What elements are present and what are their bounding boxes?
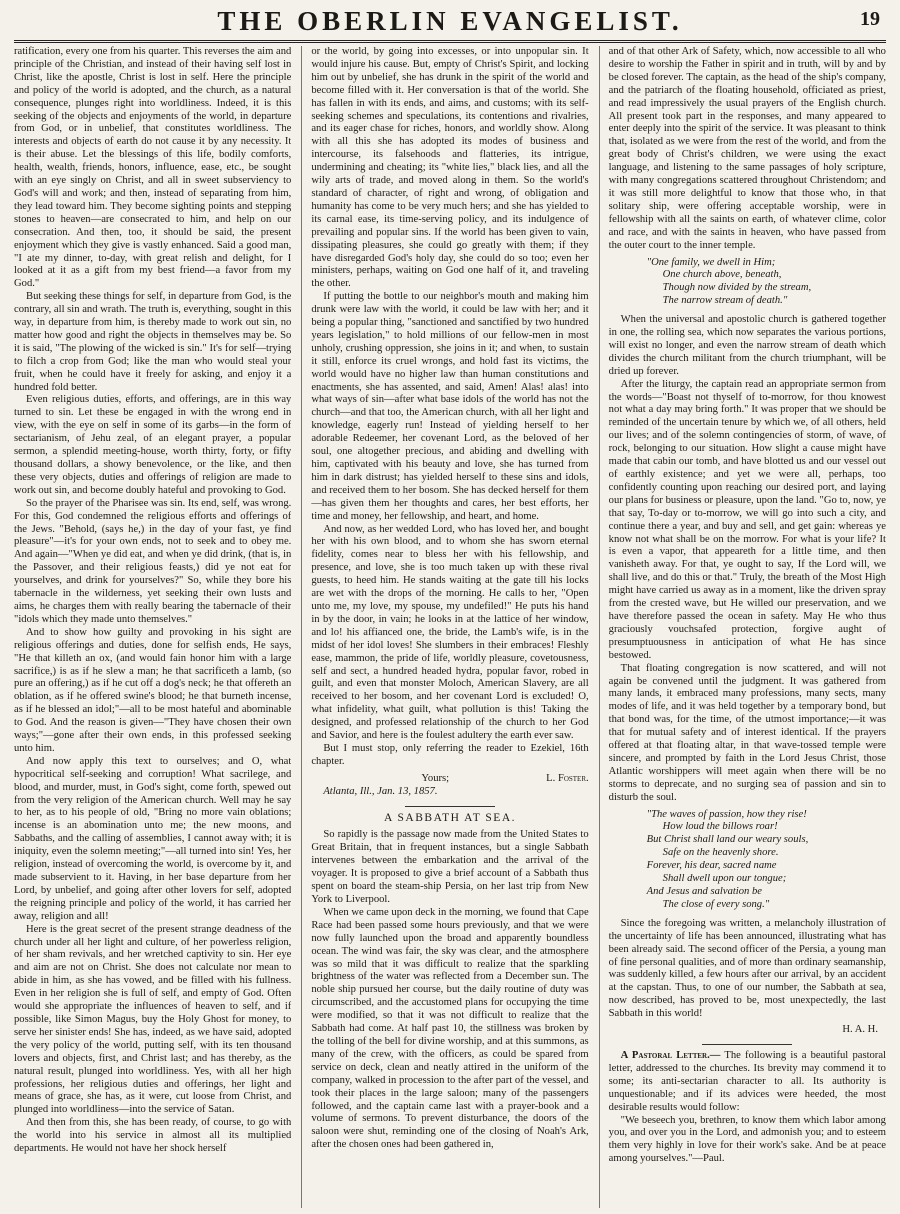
- masthead-title: THE OBERLIN EVANGELIST.: [217, 6, 683, 36]
- pastoral-letter-label: A Pastoral Letter.—: [620, 1049, 721, 1061]
- page-number: 19: [860, 8, 880, 30]
- hymn-line: One church above, beneath,: [662, 269, 782, 281]
- section-divider: [405, 806, 495, 807]
- article-headline: A SABBATH AT SEA.: [383, 811, 516, 824]
- hymn-line: Forever, his dear, sacred name: [646, 860, 777, 872]
- dateline: Atlanta, Ill., Jan. 13, 1857.: [323, 785, 438, 797]
- pastoral-letter-intro: [609, 1050, 886, 1115]
- article-paragraph: When the universal and apostolic church is gathered together in one, the rolling sea, which now separates the various portions, will exist no longer, and even the narrow stream of death which divides the church militant from the church triumphant, will be dried up forever.: [608, 314, 886, 377]
- letter-author: L. Foster.: [546, 772, 589, 784]
- hymn-line: Though now divided by the stream,: [662, 282, 812, 294]
- article-paragraph: And to show how guilty and provoking in his sight are religious offerings and duties, done for selfish ends, He says, "He that killeth an ox, (and would fain honor him with a large sacrifice,) is as if he slew a man; he that sacrificeth a lamb, (so pure an offering,) as if he cut off a dog's neck; he that offereth an oblation, as if he offered swine's blood; he that burneth incense, as if he blessed an idol;"—all to be most hateful and abominable to God. And the reason is given—"They have chosen their own ways;"—gone after their own ends, in this professed seeking unto him.: [14, 626, 292, 754]
- letter-signoff: [311, 773, 588, 786]
- hymn-line: The narrow stream of death.": [662, 295, 788, 307]
- article-paragraph: That floating congregation is now scattered, and will not again be convened until the judgment. It was gathered from many lands, it embraced many professions, many sects, many modes of life, and it was held together by a temporary bond, but that bond was, for the time, of the utmost importance;—it was that for mutual safety and of interest identical. If the prayers offered at that floating altar, in that wave-tossed temple were sincere, and prompted by faith in the Lord Jesus Christ, those Atlantic worshippers will meet again when there will be no storms to deprecate, and no surging sea of passion and sin to disturb the soul.: [608, 662, 886, 803]
- article-paragraph: ratification, every one from his quarter. This reverses the aim and principle of the Christian, and instead of their having self lost in Christ, like the apostle, Christ is lost in self. Here the principle and policy of the world is adopted, and the church, as a natural consequence, plunges right into worldliness. Indeed, it is this seeking of the objects and enjoyments of the world, in departure from God, or in unbelief, that constitutes worldliness. The interests and objects of earth do not cause it by any necessity. It is their abuse. Let the blessings of this life, bodily comforts, health, wealth, friends, honors, influence, ease, etc., be sought with an eye singly on Christ, and all in sweet subserviency to God's will and work; and then, instead of separating from him, they lead toward him. They become sighting points and stepping stones to heaven—are consecrated to him, and help on our consecration. And then, too, it should be said, the present enjoyment which they give is vastly enhanced. Said a good man, "I ate my dinner, to-day, with great relish and delight, for I looked at it as a gift from my best friend—a favor from my God.": [14, 46, 292, 290]
- article-paragraph: When we came upon deck in the morning, we found that Cape Race had been passed some hours previously, and that we were now fully launched upon the broad and apparently boundless ocean. The wind was fair, the sky was clear, and the atmosphere was so mild that it was difficult to realize that the sparkling brightness of the water was reflected from a December sun. The noble ship pursued her course, but the daily routine of duty was circumscribed, and the accustomed plans for occupying the time were modified, so that it was not difficult to realize that the Sabbath had come. At half past 10, the stillness was broken by the tolling of the bell for divine worship, and at this summons, as many of the crew, with the officers, as could be spared from service on deck, clean and neatly attired in the uniform of the company, walked in procession to the after part of the vessel, and took their places in the large saloon; many of the passengers followed, and the captain came last with a prayer-book and a volume of sermons. To prevent disturbance, the doors of the saloon were shut, reminding one of the closing of Noah's Ark, after the chosen ones had been gathered in,: [311, 906, 589, 1151]
- column-1: [14, 46, 291, 1208]
- article-columns: [14, 46, 886, 1208]
- article-paragraph: But I must stop, only referring the reader to Ezekiel, 16th chapter.: [311, 742, 589, 767]
- hymn-line: And Jesus and salvation be: [646, 886, 762, 897]
- article-paragraph: So rapidly is the passage now made from the United States to Great Britain, that in frequent instances, but a single Sabbath intervenes between the embarkation and the arrival of the voyager. It is proposed to give a brief account of a Sabbath thus spent on board the steam-ship Persia, on her last trip from New York to Liverpool.: [311, 829, 589, 905]
- article-paragraph: Here is the great secret of the present strange deadness of the church under all her light and culture, of her powerless religion, of her sham revivals, and her wretched captivity to sin. Her eye and aim are not on Christ. She does not calculate nor mean to abide in him, as she has vowed, and be filled with his fullness. Even in her religion she is full of self, and empty of God. Often would she appropriate the influences of heaven to self, and if possible, like Simon Magus, buy the Holy Ghost for money, to serve her sinister ends! She has, indeed, as we have said, adopted the very policy of the world, putting self, with its ten thousand lovers and objects, first, and Christ last; and has thereby, as the natural result, plunged into worldliness. Yes, with all her high professions, her religious duties and offerings, her light and means of grace, she has, as it were, cut loose from Christ, and plunged into worldliness—into the service of Satan.: [14, 923, 292, 1116]
- hymn-line: But Christ shall land our weary souls,: [646, 834, 809, 846]
- article-paragraph: And now apply this text to ourselves; and O, what hypocritical self-seeking and corruption! What sacrilege, and blood, and murder, must, in God's sight, come forth, spewed out from the very religion of the American church. Well may he say to her, as to his people of old, "Bring no more vain oblations; incense is an abomination unto me; the new moons, and Sabbaths, and the calling of assemblies, I cannot away with; it is iniquity, even the solemn meeting;"—all turned into sin! Yes, her religion, instead of overcoming the world, is overcome by it, and made subservient to it. Having, in her base departure from her Lord, by unbelief, and going after other lovers for self, adopted the reigning principle and policy of the world, it has carried her away, religion and all!: [14, 755, 292, 922]
- hymn-line: How loud the billows roar!: [662, 821, 778, 833]
- column-3: [599, 46, 886, 1208]
- hymn-line: "One family, we dwell in Him;: [646, 256, 776, 268]
- hymn-verse: [647, 257, 886, 309]
- article-paragraph: or the world, by going into excesses, or into unpopular sin. It would injure his cause. But, empty of Christ's Spirit, and locking him out by unbelief, she has drunk in the spirit of the world and become filled with it. Her conversation is that of the world. She has fallen in with its ends, and aims, and customs; with its self-seeking schemes and speculations, its contentions and rivalries, and its eager chase for riches, honors, and worldly show. Along with all this she has adopted its modes of business and intercourse, its falsehoods and flatteries, its intrigue, undermining and cheating; its "white lies," black lies, and all the wily arts of trade, and moved along in them. So the world's standard of character, of right and wrong, of obligation and humanity has come to be very much hers; and she has yielded to its carnal ease, its time-serving policy, and its indulgence of prevailing and popular sins. If the world has been given to vain, dissipating pleasures, she could go greatly with them; if they have disregarded God's holy day, she could do so too; even her ministers, perhaps, waiting on God one half of it, and traveling the other.: [311, 46, 589, 290]
- article-paragraph: Even religious duties, efforts, and offerings, are in this way turned to sin. Let these be engaged in with the wrong end in view, with the eye on self in some of its garbs—in the form of sectarianism, of Jehu zeal, of an elegant prayer, a popular sermon, a splendid meeting-house, worth thirty, forty, or fifty thousand dollars, a showy benevolence, or the like, and then these very objects, duties and offerings of religion are made to work out sin, and become doubly hateful and provoking to God.: [14, 394, 292, 496]
- article-paragraph: And now, as her wedded Lord, who has loved her, and bought her with his own blood, and to whom she has sworn eternal fidelity, comes near to bless her with his fellowship, and presence, and love, she is too much taken up with these rival guests, to heed him. He stands waiting at the gate till his locks are wet with the drops of the morning. He calls to her, "Open unto me, my love, my spouse, my undefiled!" He puts his hand in by the door, in vain; he looks in at the lattice of her window, and lo! his affianced one, the bride, the Lamb's wife, is in the midst of her idol loves! She slumbers in their embraces! Fleshly ease, mammon, the pride of life, worldly pleasure, covetousness, self and sect, a hundred headed hydra, popular favor, robed in guilt, and even that monster Moloch, American Slavery, are all received to her bosom, and her covenant Lord is excluded! O, what infidelity, what guilt, what pollution is this! Taking the designed, and professed relationship of the church to her God and Savior, and here is the foulest adultery the earth ever saw.: [311, 523, 589, 742]
- article-paragraph: But seeking these things for self, in departure from God, is the contrary, all sin and wrath. The truth is, everything, sought in this way, in departure from him, is thereby made to work out sin, no matter how good and right the objects in themselves may be. So it is said, "The plowing of the wicked is sin." It's for self—trying to filch a crop from God; like the man who would steal your fruit, when he could have it freely for asking, and enjoy it a hundred fold better.: [14, 291, 292, 393]
- article-paragraph: So the prayer of the Pharisee was sin. Its end, self, was wrong. For this, God condemned the religious efforts and offerings of the Jews. "Behold, (says he,) in the day of your fast, ye find pleasure"—it's for your own ends, not to seek and to obey me. And again—"When ye did eat, and when ye did drink, (that is, in the Passover, and their religious feasts,) did ye not eat for yourselves, and drink for yourselves?" So, while they bore his tabernacle in the wilderness, yet seeking their own lusts and aims, he charges them with really bearing the tabernacle of their "idols which they made unto themselves.": [14, 497, 292, 625]
- article-paragraph: If putting the bottle to our neighbor's mouth and making him drunk were law with the world, it could be law with her; and it being a popular thing, "sanctioned and sanctified by two hundred years legislation," to hold millions of our fellow-men in most unholy, crushing oppression, she joins in it; and when, to sustain it still, enforce its cruel wrongs, and hold fast its victims, the world would have no higher law than human constitutions and enactments, she has assented, and said, Amen! Alas! alas! into what ways of sin—after what base idols of the world has not the church—and that too, the American church, with all her light and knowledge, eagerly run! Instead of yielding herself to her adorable Redeemer, her covenant Lord, as the beloved of her soul, one altogether precious, and abiding and dwelling with him, captivated with his beauty and love, she has turned from him in dark distrust; has yielded herself to these sins and idols, and received them to her bosom. She has decked herself for them—has given them her thoughts and cares, her best efforts, her time and money, her fellowship, and heart, and home.: [311, 291, 589, 522]
- author-initials: H. A. H.: [842, 1024, 878, 1036]
- article-paragraph: After the liturgy, the captain read an appropriate sermon from the words—"Boast not thyself of to-morrow, for thou knowest not what a day may bring forth." It was proper that we should be reminded of the uncertain tenure by which we, of all others, held our lives; and of the solemn contingencies of storm, of wave, of rock, belonging to our situation. How slight a cause might have made that cabin our tomb, and have blotted us and our vessel out of earthly existence; and yet we were all, perhaps, too confidently counting upon reaching our desired port, and laying our plans for business or pleasure, upon the land. "Go to, now, ye that say, To-day or to-morrow, we will go into such a city, and continue there a year, and buy and sell, and get gain: whereas ye know not what shall be on the morrow. For what is your life? It is even a vapor, that appeareth for a little time, and then vanisheth away. For that, ye ought to say, If the Lord will, we shall live, and do this or that." Truly, the breath of the Most High might have carried us away as in a moment, like the driven spray from the crested wave, but He willed our preservation, and we have therefore passed the ocean in safety. May He who thus graciously vouchsafed protection, forgive aught of presumptuousness in anticipation of what He has since bestowed.: [608, 378, 886, 661]
- article-paragraph: and of that other Ark of Safety, which, now accessible to all who desire to worship the Father in spirit and in truth, will by and by be closed forever. The captain, as the head of the ship's company, and the patriarch of the floating household, officiated as priest, and read impressively the usual prayers of the English church. All present took part in the responses, and many appeared to enter deeply into the spirit of the service. It was pleasant to think that, isolated as we were from the rest of the world, and from the great body of Christ's children, we were using the exact language, and listening to the same passages of holy scripture, with many congregations scattered throughout Christendom; and it was still more delightful to know that those who, in that solitary ship, were offering acceptable worship, were in fellowship with all the saints on earth, of whatever clime, color and race, and with the saints in heaven, who have passed from the outer court to the inner temple.: [608, 46, 886, 251]
- section-divider: [702, 1044, 792, 1045]
- article-paragraph: Since the foregoing was written, a melancholy illustration of the uncertainty of life has been announced, illustrating what has been already said. The second officer of the Persia, a young man of fine personal qualities, and of more than ordinary seamanship, was suddenly killed, a few hours after our arrival, by an accident at the capstan. Thus, to one of our number, the Sabbath at sea, now described, has proved to be, most unexpectedly, the last Sabbath in this world!: [608, 917, 886, 1020]
- pastoral-letter-text: The following is a beautiful pastoral letter, addressed to the churches. Its brevity may commend it to some; its anti-sectarian character to all. Its authority is unquestionable; and if its advices were heeded, the most desirable results would follow:: [608, 1049, 886, 1113]
- hymn-line: Shall dwell upon our tongue;: [662, 873, 787, 885]
- column-2: [301, 46, 588, 1208]
- pastoral-letter-quote: "We beseech you, brethren, to know them which labor among you, and over you in the Lord, and admonish you; and to esteem them very highly in love for their work's sake. And be at peace among yourselves."—Paul.: [608, 1114, 886, 1165]
- masthead: [14, 6, 886, 43]
- hymn-verse: [647, 809, 886, 912]
- hymn-line: The close of every song.": [662, 898, 770, 910]
- letter-closing: Yours;: [421, 772, 450, 784]
- hymn-line: Safe on the heavenly shore.: [662, 847, 779, 859]
- hymn-line: "The waves of passion, how they rise!: [646, 808, 807, 820]
- article-paragraph: And then from this, she has been ready, of course, to go with the world into his service in almost all its multiplied departments. He would not have her shock herself: [14, 1117, 292, 1155]
